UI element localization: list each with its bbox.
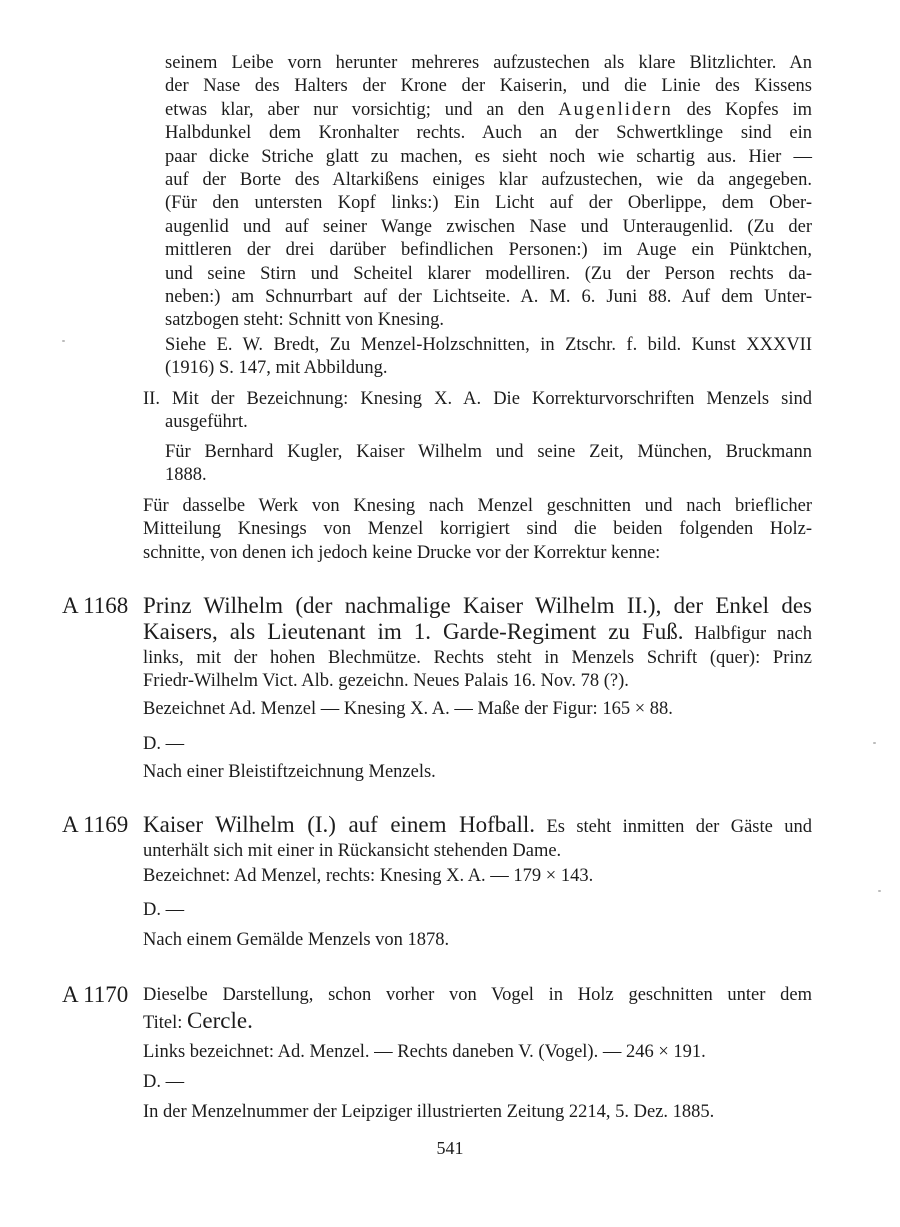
entry-title: Prinz Wilhelm (der nachmalige Kaiser Wilhelm II.), der Enkel des <box>143 593 812 618</box>
source-line: In der Menzelnummer der Leipziger illustrierten Zeitung 2214, 5. Dez. 1885. <box>143 1102 715 1122</box>
text-line: Kaiser Wilhelm (I.) auf einem Hofball. Es steht inmitten der Gäste und <box>143 812 812 837</box>
text-line: Titel: Cercle. <box>143 1008 253 1034</box>
text-line: augenlid und auf seiner Wange zwischen Nase und Unteraugenlid. (Zu der <box>165 216 812 237</box>
text-line: Dieselbe Darstellung, schon vorher von Vogel in Holz geschnitten unter dem <box>143 985 812 1005</box>
text-line: der Nase des Halters der Krone der Kaiserin, und die Linie des Kissens <box>165 76 812 97</box>
state-d: D. — <box>143 1072 185 1092</box>
entry-a1169 <box>143 812 812 863</box>
source-line: Nach einem Gemälde Menzels von 1878. <box>143 930 450 950</box>
entry-title: Kaiser Wilhelm (I.) auf einem Hofball. <box>143 812 536 837</box>
source-line: Nach einer Bleistiftzeichnung Menzels. <box>143 762 436 782</box>
text-line: Siehe E. W. Bredt, Zu Menzel-Holzschnitten, in Ztschr. f. bild. Kunst XXXVII <box>165 335 812 355</box>
text-line: auf der Borte des Altarkißens einiges klar aufzustechen, wie da angegeben. <box>165 170 812 191</box>
entry-a1170 <box>143 984 812 1037</box>
text-line: unterhält sich mit einer in Rückansicht stehenden Dame. <box>143 841 562 861</box>
text-line: seinem Leibe vorn herunter mehreres aufzustechen als klare Blitzlichter. An <box>165 53 812 73</box>
text-line: schnitte, von denen ich jedoch keine Drucke vor der Korrektur kenne: <box>143 542 661 563</box>
text-line: ausgeführt. <box>165 412 248 433</box>
text-line: Für dasselbe Werk von Knesing nach Menzel geschnitten und nach brieflicher <box>143 496 812 516</box>
scan-speck <box>873 742 876 744</box>
text-line: paar dicke Striche glatt zu machen, es sieht noch wie schartig aus. Hier — <box>165 146 812 167</box>
text-line: neben:) am Schnurrbart auf der Lichtseite. A. M. 6. Juni 88. Auf dem Unter- <box>165 287 812 308</box>
intro-paragraph <box>143 495 812 565</box>
bredt-reference <box>165 334 812 381</box>
page-number: 541 <box>436 1138 464 1158</box>
entry-number: A 1170 <box>62 982 129 1007</box>
text-line: Kaisers, als Lieutenant im 1. Garde-Regiment zu Fuß. Halbfigur nach <box>143 619 812 644</box>
entry-number: A 1168 <box>62 593 129 618</box>
signature-line: Bezeichnet Ad. Menzel — Knesing X. A. — Maße der Figur: 165 × 88. <box>143 699 673 719</box>
state-two-paragraph <box>143 388 812 435</box>
entry-title: Cercle. <box>187 1008 253 1034</box>
text-line: links, mit der hohen Blechmütze. Rechts steht in Menzels Schrift (quer): Prinz <box>143 648 812 668</box>
text-line: satzbogen steht: Schnitt von Knesing. <box>165 310 445 331</box>
scan-speck <box>878 890 881 892</box>
continuation-paragraph <box>165 52 812 333</box>
text-line: (1916) S. 147, mit Abbildung. <box>165 358 388 379</box>
signature-line: Bezeichnet: Ad Menzel, rechts: Knesing X. A. — 179 × 143. <box>143 866 594 886</box>
text-line: Für Bernhard Kugler, Kaiser Wilhelm und seine Zeit, München, Bruckmann <box>165 442 812 462</box>
text-line: mittleren der drei darüber befindlichen Personen:) im Auge ein Pünktchen, <box>165 240 812 261</box>
text-line: Mitteilung Knesings von Menzel korrigiert sind die beiden folgenden Holz- <box>143 519 812 540</box>
text-line: (Für den untersten Kopf links:) Ein Licht auf der Oberlippe, dem Ober- <box>165 193 812 214</box>
text-line: Halbdunkel dem Kronhalter rechts. Auch an der Schwertklinge sind ein <box>165 123 812 144</box>
text-line: und seine Stirn und Scheitel klarer modelliren. (Zu der Person rechts da- <box>165 263 812 284</box>
entry-number: A 1169 <box>62 812 129 837</box>
entry-a1168 <box>143 593 812 694</box>
text-line: 1888. <box>165 465 207 486</box>
signature-line: Links bezeichnet: Ad. Menzel. — Rechts daneben V. (Vogel). — 246 × 191. <box>143 1042 706 1062</box>
entry-title: Kaisers, als Lieutenant im 1. Garde-Regiment zu Fuß. <box>143 619 684 644</box>
scan-speck <box>62 340 65 342</box>
kugler-paragraph <box>165 441 812 488</box>
state-d: D. — <box>143 734 185 754</box>
state-d: D. — <box>143 900 185 920</box>
spaced-word: Augenlidern <box>558 99 673 120</box>
text-line: etwas klar, aber nur vorsichtig; und an den Augenlidern des Kopfes im <box>165 99 812 120</box>
text-line: Friedr-Wilhelm Vict. Alb. gezeichn. Neues Palais 16. Nov. 78 (?). <box>143 671 629 692</box>
text-line: II. Mit der Bezeichnung: Knesing X. A. Die Korrekturvorschriften Menzels sind <box>143 389 812 409</box>
